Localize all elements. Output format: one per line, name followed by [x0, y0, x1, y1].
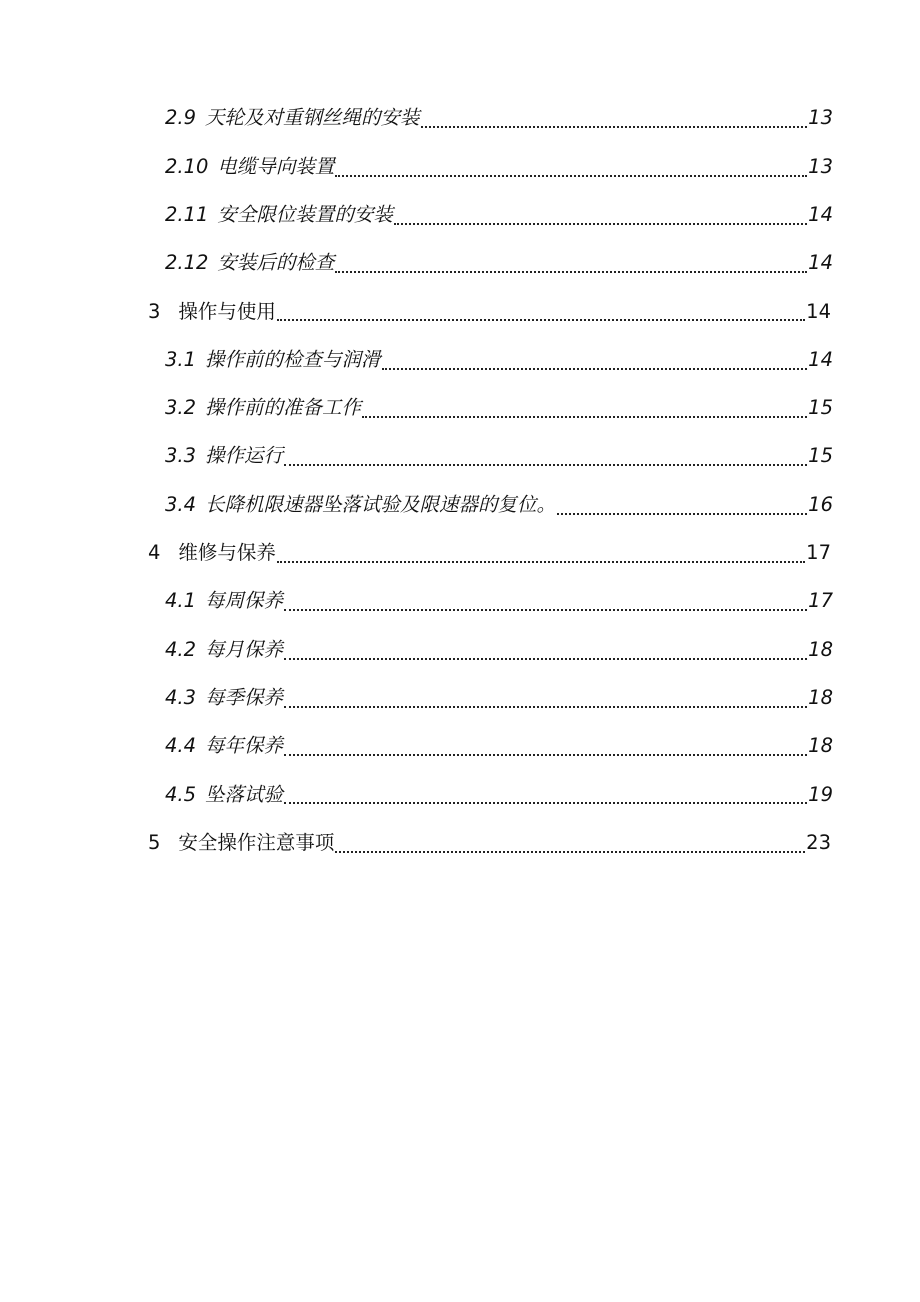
toc-section-entry[interactable]: [0, 674, 833, 722]
toc-dot-leader: [335, 271, 807, 273]
toc-entry-title: 长降机限速器坠落试验及限速器的复位。: [205, 492, 557, 516]
toc-entry-number: 3.4: [165, 492, 197, 516]
toc-entry-title: 操作与使用: [178, 299, 276, 323]
toc-dot-leader: [284, 609, 807, 611]
toc-page-number: 18: [808, 637, 833, 661]
toc-entry-title: 每月保养: [205, 637, 284, 661]
toc-entry-number: 2.12: [165, 251, 209, 275]
toc-entry-title: 操作前的检查与润滑: [205, 347, 381, 371]
toc-dot-leader: [284, 464, 807, 466]
table-of-contents: [0, 94, 920, 867]
toc-page-number: 15: [808, 444, 833, 468]
toc-page-number: 16: [808, 492, 833, 516]
toc-entry-title: 每季保养: [205, 685, 284, 709]
toc-entry-number: 2.10: [165, 154, 209, 178]
toc-chapter-entry[interactable]: [0, 287, 831, 335]
toc-page-number: 14: [806, 299, 831, 323]
toc-entry-title: 操作前的准备工作: [205, 396, 362, 420]
toc-dot-leader: [335, 851, 805, 853]
toc-entry-title: 天轮及对重钢丝绳的安装: [205, 106, 420, 130]
toc-entry-number: 4.4: [165, 734, 197, 758]
toc-dot-leader: [557, 513, 807, 515]
toc-entry-number: 4.2: [165, 637, 197, 661]
toc-page-number: 18: [808, 734, 833, 758]
toc-page-number: 17: [808, 589, 833, 613]
toc-section-entry[interactable]: [0, 770, 833, 818]
toc-entry-number: 3.2: [165, 396, 197, 420]
toc-entry-number: 2.9: [165, 106, 197, 130]
toc-section-entry[interactable]: [0, 722, 833, 770]
toc-entry-title: 操作运行: [205, 444, 284, 468]
toc-entry-number: 3.1: [165, 347, 197, 371]
toc-page-number: 14: [808, 202, 833, 226]
toc-entry-title: 电缆导向装置: [217, 154, 335, 178]
toc-entry-title: 每年保养: [205, 734, 284, 758]
toc-entry-number: 3: [148, 299, 161, 323]
toc-dot-leader: [284, 802, 807, 804]
toc-section-entry[interactable]: [0, 142, 833, 190]
toc-section-entry[interactable]: [0, 239, 833, 287]
toc-page-number: 15: [808, 396, 833, 420]
toc-page-number: 18: [808, 685, 833, 709]
toc-chapter-entry[interactable]: [0, 818, 831, 866]
toc-entry-number: 2.11: [165, 202, 209, 226]
toc-dot-leader: [394, 223, 807, 225]
toc-page-number: 14: [808, 347, 833, 371]
toc-dot-leader: [277, 319, 805, 321]
toc-dot-leader: [421, 126, 808, 128]
toc-page-number: 19: [808, 782, 833, 806]
toc-entry-number: 3.3: [165, 444, 197, 468]
toc-entry-number: 4.1: [165, 589, 197, 613]
toc-page-number: 13: [808, 154, 833, 178]
toc-dot-leader: [284, 706, 807, 708]
toc-entry-number: 5: [148, 830, 161, 854]
toc-chapter-entry[interactable]: [0, 529, 831, 577]
toc-section-entry[interactable]: [0, 577, 833, 625]
toc-section-entry[interactable]: [0, 384, 833, 432]
toc-entry-title: 维修与保养: [178, 541, 276, 565]
toc-section-entry[interactable]: [0, 432, 833, 480]
toc-entry-number: 4.3: [165, 685, 197, 709]
toc-dot-leader: [277, 561, 805, 563]
toc-entry-title: 安全限位装置的安装: [217, 202, 393, 226]
toc-entry-title: 每周保养: [205, 589, 284, 613]
toc-entry-number: 4.5: [165, 782, 197, 806]
toc-section-entry[interactable]: [0, 191, 833, 239]
toc-entry-title: 安装后的检查: [217, 251, 335, 275]
toc-dot-leader: [382, 368, 808, 370]
toc-section-entry[interactable]: [0, 625, 833, 673]
toc-dot-leader: [284, 754, 807, 756]
toc-page-number: 14: [808, 251, 833, 275]
toc-section-entry[interactable]: [0, 480, 833, 528]
toc-dot-leader: [335, 175, 807, 177]
toc-section-entry[interactable]: [0, 94, 833, 142]
toc-dot-leader: [362, 416, 807, 418]
toc-page-number: 23: [806, 830, 831, 854]
toc-section-entry[interactable]: [0, 335, 833, 383]
toc-page-number: 17: [806, 541, 831, 565]
toc-entry-number: 4: [148, 541, 161, 565]
toc-page-number: 13: [808, 106, 833, 130]
toc-dot-leader: [284, 658, 807, 660]
toc-entry-title: 安全操作注意事项: [178, 830, 335, 854]
toc-entry-title: 坠落试验: [205, 782, 284, 806]
